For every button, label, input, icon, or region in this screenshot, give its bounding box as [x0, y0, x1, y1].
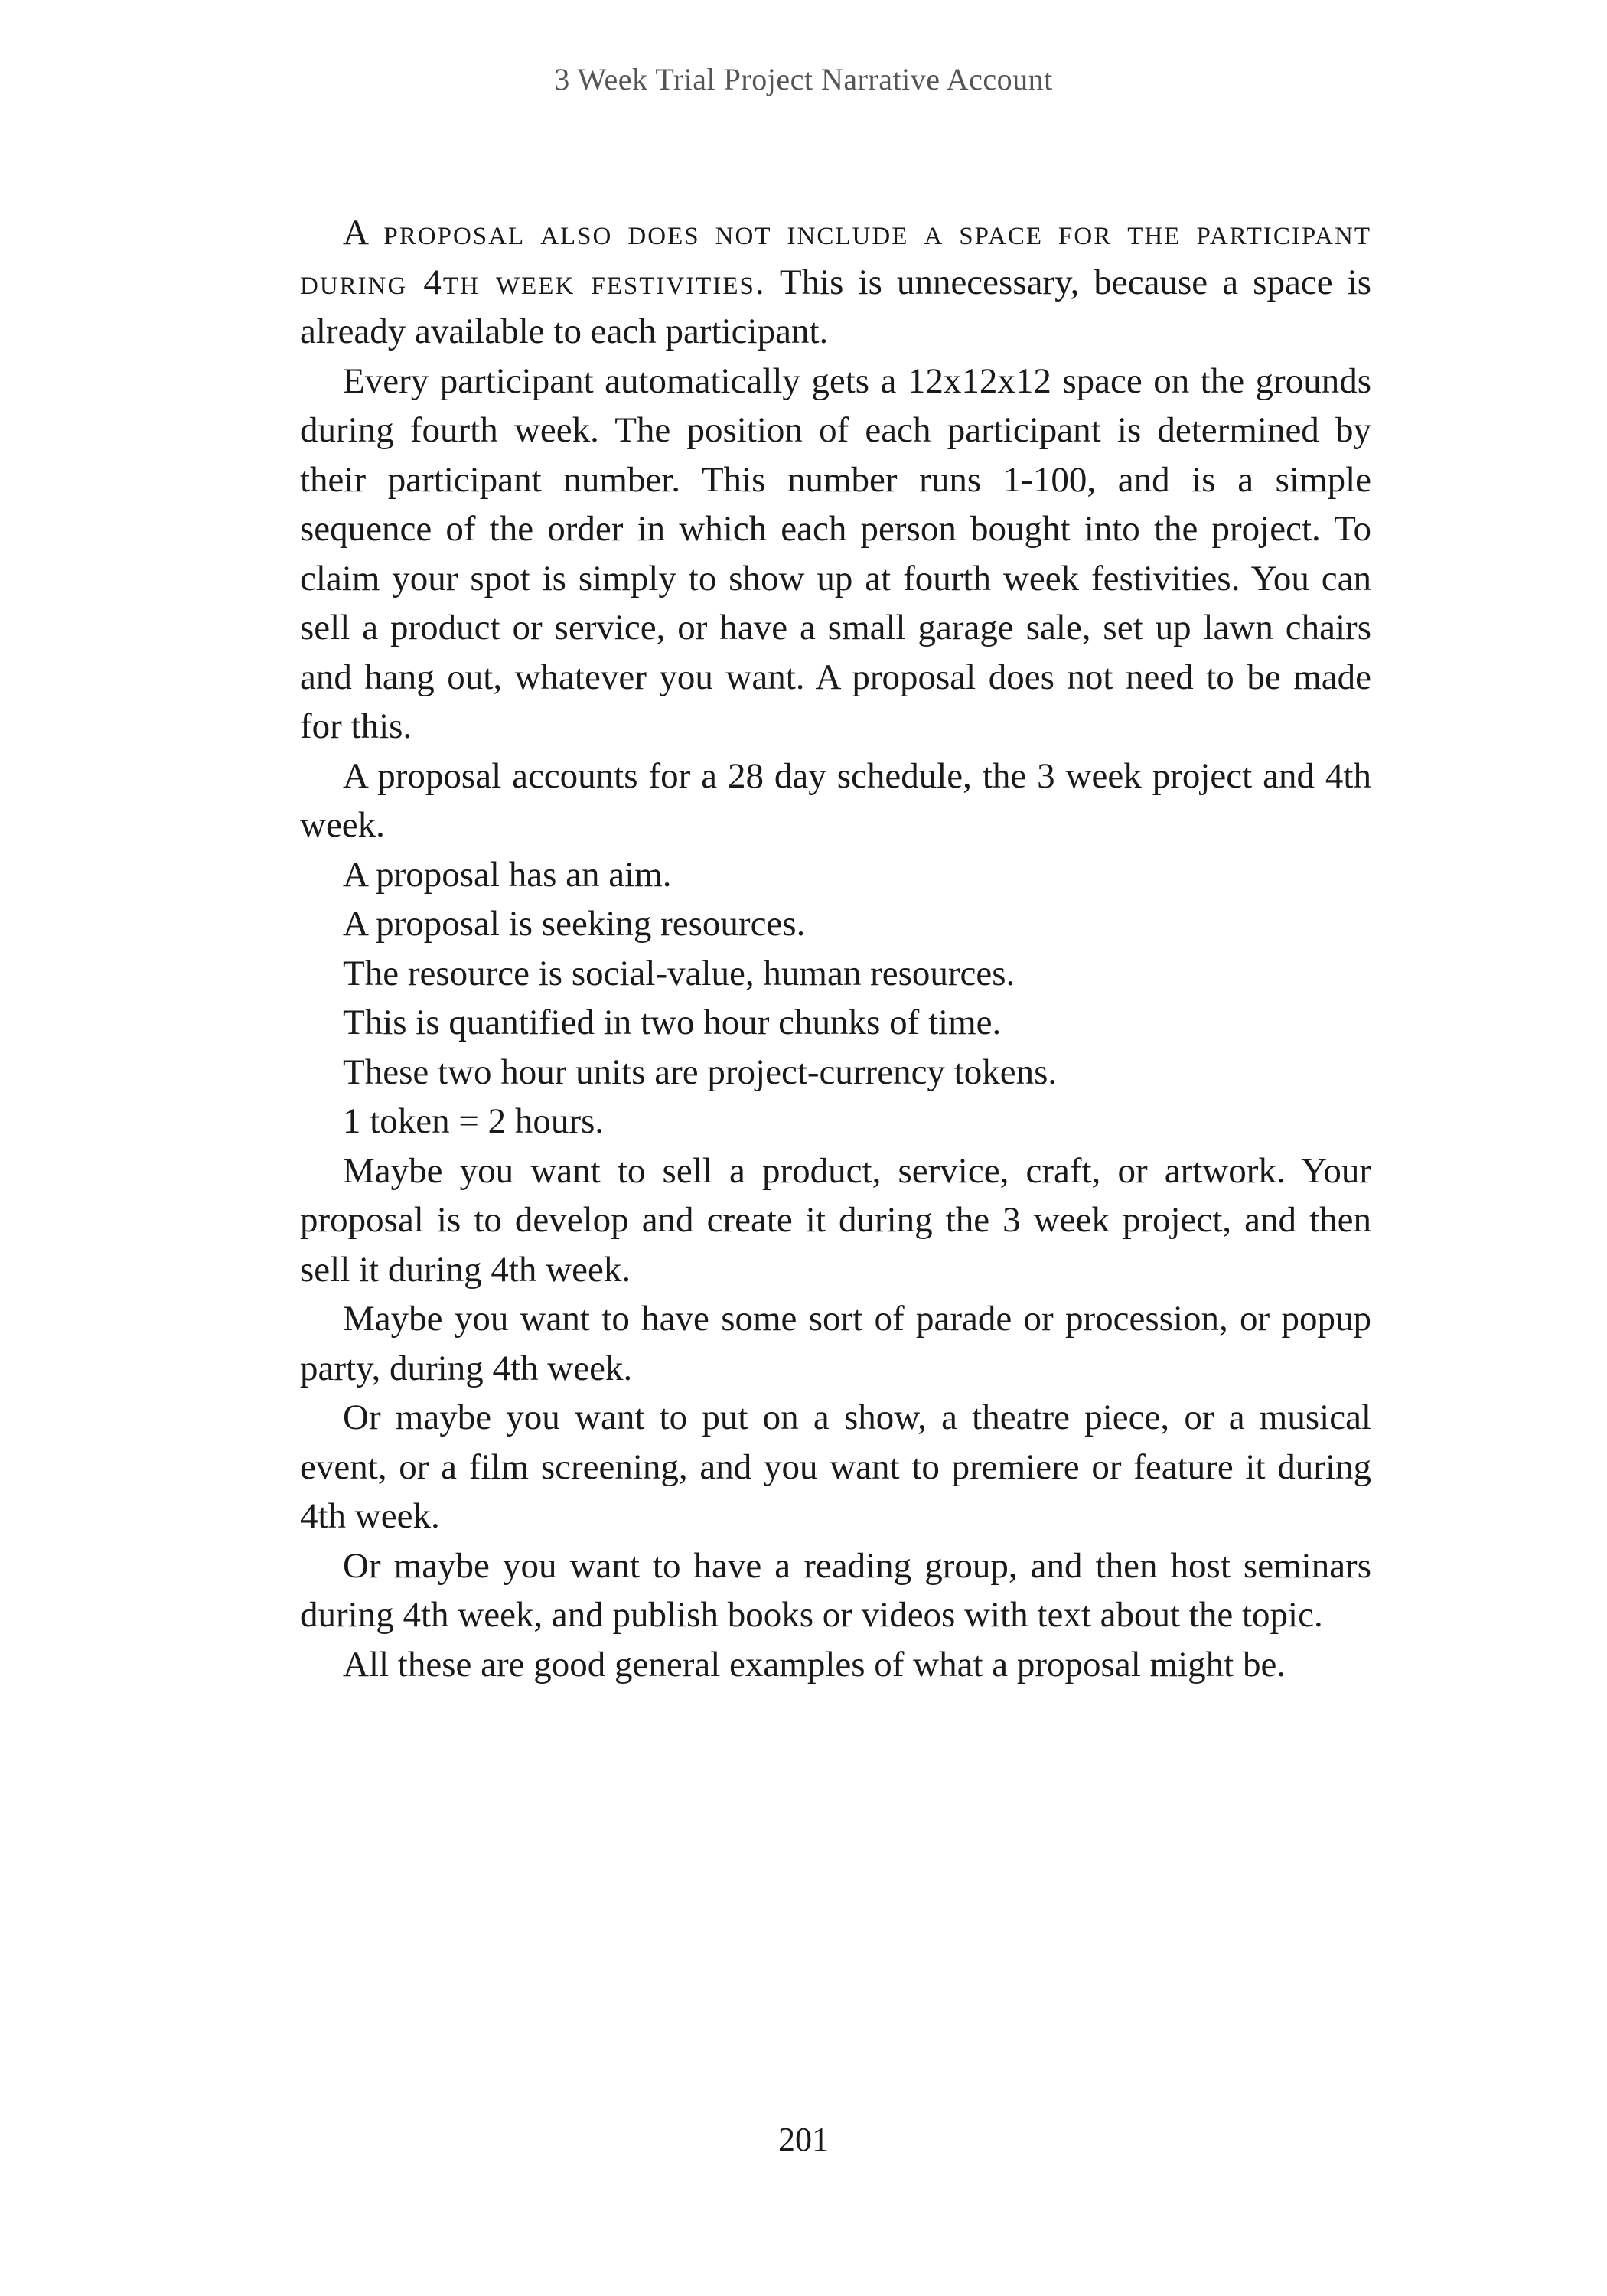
paragraph: Maybe you want to sell a product, service, craft, or artwork. Your proposal is to develop and create it during the 3 week project, and then sell it during 4th week.: [300, 1150, 1371, 1290]
paragraph: Or maybe you want to put on a show, a theatre piece, or a musical event, or a film screening, and you want to premiere or feature it during 4th week.: [300, 1397, 1371, 1536]
paragraph: A proposal has an aim.: [343, 854, 672, 895]
running-header: 3 Week Trial Project Narrative Account: [554, 62, 1053, 96]
paragraph: Every participant automatically gets a 12x12x12 space on the grounds during fourth week. The position of each participant is determined by their participant number. This number runs 1-100, and is a simple sequence of the order in which each person bought into the project. To claim your spot is simply to show up at fourth week festivities. You can sell a product or service, or have a small garage sale, set up lawn chairs and hang out, whatever you want. A proposal does not need to be made for this.: [300, 360, 1371, 746]
body-text: [300, 208, 1371, 1689]
paragraph: All these are good general examples of what a proposal might be.: [343, 1644, 1286, 1684]
paragraph: Or maybe you want to have a reading group, and then host seminars during 4th week, and publish books or videos with text about the topic.: [300, 1545, 1371, 1635]
page-number: 201: [778, 2121, 829, 2158]
paragraph: A proposal is seeking resources.: [343, 904, 806, 944]
paragraph: A proposal accounts for a 28 day schedule, the 3 week project and 4th week.: [300, 755, 1371, 845]
smallcaps-lead: A proposal also does not include a space for the participant during 4th week festivities.: [300, 213, 1371, 302]
paragraph: 1 token = 2 hours.: [343, 1101, 605, 1141]
paragraph: These two hour units are project-currency tokens.: [343, 1052, 1058, 1092]
paragraph: Maybe you want to have some sort of parade or procession, or popup party, during 4th week.: [300, 1299, 1371, 1388]
paragraph: The resource is social-value, human resources.: [343, 953, 1015, 993]
paragraph-intro-rest: This is unnecessary, because a space is already available to each participant.: [300, 262, 1371, 351]
paragraph: This is quantified in two hour chunks of time.: [343, 1003, 1002, 1042]
paragraph-intro: [300, 208, 1371, 357]
